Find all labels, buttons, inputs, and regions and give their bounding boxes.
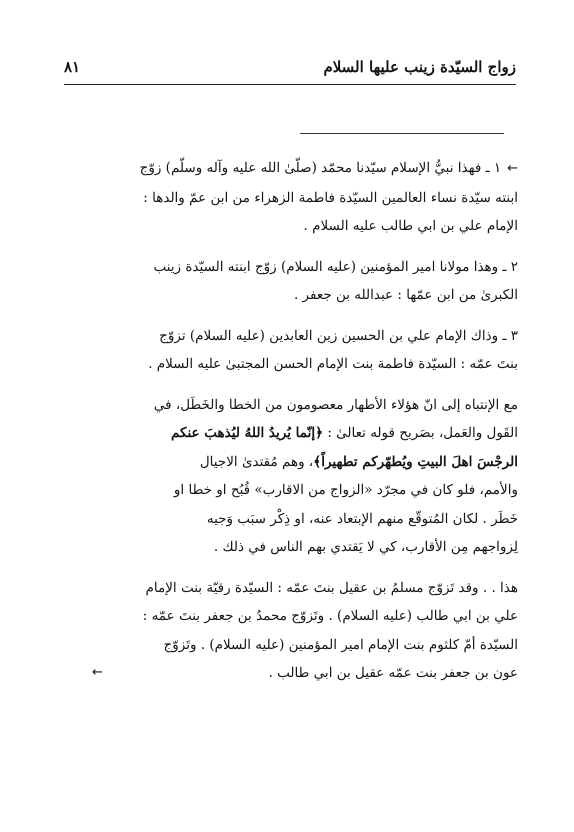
page-header bbox=[64, 58, 516, 84]
paragraph-1 bbox=[62, 391, 518, 562]
paragraph-line: والأمم، فلو كان في مجرّد «الزواج من الاقارب» قُبُح او خطا او bbox=[173, 482, 518, 498]
paragraph-line: لِزواجهم مِن الأقارب، كي لا يَقتدي بهم الناس في ذلك . bbox=[213, 539, 518, 555]
note-1-line: ابنته سيّدة نساء العالمين السيّدة فاطمة الزهراء من ابن عمّ والدها : bbox=[143, 189, 518, 206]
note-3 bbox=[62, 322, 518, 379]
paragraph-line: علي بن ابي طالب (عليه السلام) . وتَزوّج محمدُ بن جعفر بنتَ عمّه : bbox=[142, 608, 518, 624]
note-1 bbox=[62, 154, 518, 241]
note-3-line: ٣ ـ وذاك الإمام علي بن الحسين زين العابدين (عليه السلام) تزوّج bbox=[159, 327, 518, 344]
paragraph-line: السيّدة أمّ كلثوم بنت الإمام امير المؤمنين (عليه السلام) . وتَزوّج bbox=[163, 636, 518, 653]
paragraph-line bbox=[62, 419, 518, 448]
note-2 bbox=[62, 253, 518, 310]
page-number: ٨١ bbox=[64, 58, 81, 76]
paragraph-text: عون بن جعفر بنت عمّه عقيل بن ابي طالب . bbox=[268, 665, 518, 681]
paragraph-line bbox=[62, 448, 518, 477]
continue-arrow-icon: ← bbox=[92, 665, 103, 680]
note-1-line bbox=[62, 154, 518, 184]
running-title: زواج السيّدة زينب عليها السلام bbox=[323, 58, 516, 76]
note-arrow-icon: ← bbox=[507, 161, 518, 176]
header-rule bbox=[64, 84, 516, 85]
footnote-separator bbox=[300, 133, 504, 134]
paragraph-line: خَطَر . لكان المُتوقّع منهم الإبتعاد عنه، او ذِكْر سبَب وَجيه bbox=[206, 510, 518, 527]
note-3-line: بنتَ عمّه : السيّدة فاطمة بنت الإمام الحسن المجتبىٰ عليه السلام . bbox=[148, 356, 518, 372]
note-1-line: الإمام علي بن ابي طالب عليه السلام . bbox=[303, 218, 518, 234]
paragraph-line: مع الإنتباه إلى انّ هؤلاء الأطهار معصومون من الخطا والخَطَل، في bbox=[153, 396, 518, 413]
note-2-line: ٢ ـ وهذا مولانا امير المؤمنين (عليه السلام) زوّج ابنته السيّدة زينب bbox=[153, 258, 518, 275]
paragraph-2 bbox=[62, 574, 518, 688]
quran-verse-part-1: ﴿إنّما يُريدُ اللهُ ليُذهبَ عنكم bbox=[171, 425, 324, 441]
paragraph-text: ، وهم مُقتدىٰ الاجيال bbox=[199, 453, 314, 470]
note-2-line: الكبرىٰ من ابن عمّها : عبدالله بن جعفر . bbox=[293, 287, 518, 303]
paragraph-text: القَول والعَمل، بصَريح قوله تعالىٰ : bbox=[327, 425, 518, 441]
paragraph-line: هذا . . وقد تَزوّج مسلمُ بن عقيل بنتَ عمّه : السيّدة رقيّة بنت الإمام bbox=[145, 579, 518, 596]
page-body bbox=[62, 154, 518, 700]
note-1-line-1-text: ١ ـ فهذا نبيُّ الإسلام سيّدنا محمّد (صلّىٰ الله عليه وآله وسلّم) زوّج bbox=[139, 160, 502, 176]
quran-verse-part-2: الرجْسَ اهلَ البيتِ ويُطهّركم تطهيراً﴾ bbox=[313, 453, 518, 470]
paragraph-line bbox=[62, 659, 518, 688]
